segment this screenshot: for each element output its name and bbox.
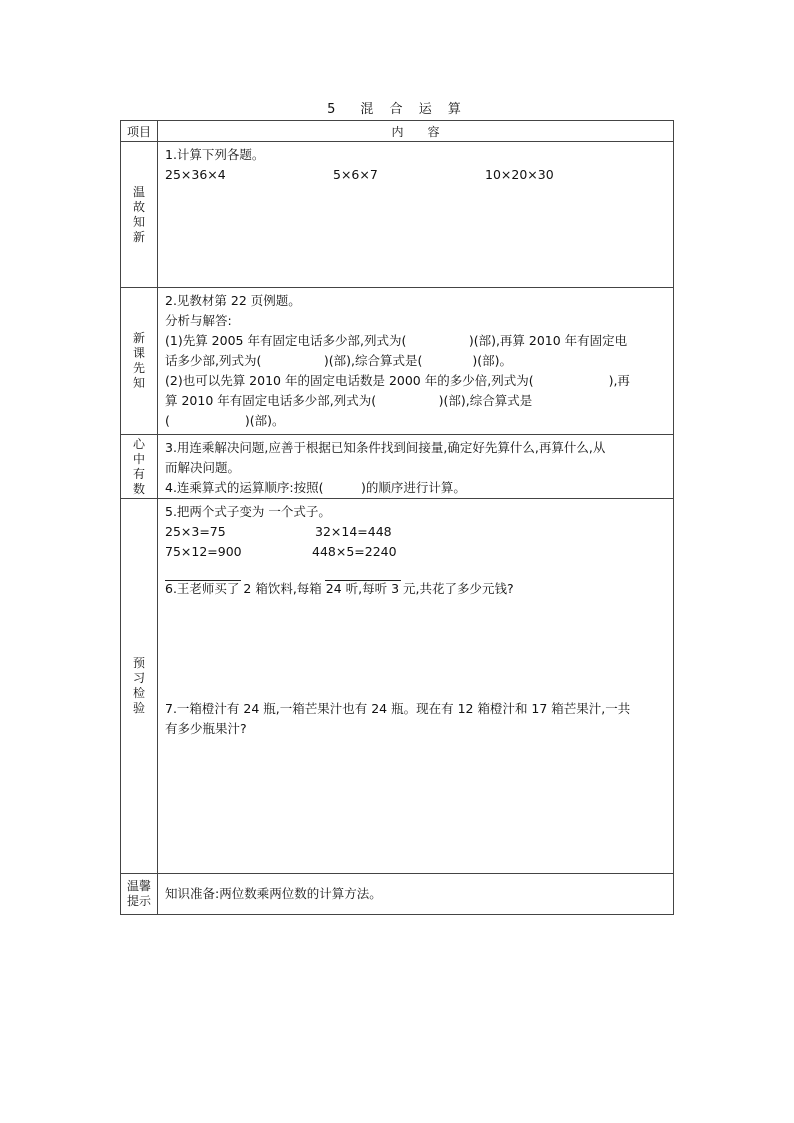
- text-line: 话多少部,列式为( )(部),综合算式是( )(部)。: [165, 353, 512, 368]
- question-1: 1.计算下列各题。: [165, 147, 265, 162]
- equation: 448×5=2240: [312, 544, 397, 559]
- section-label: 新课先知: [132, 331, 145, 390]
- question-5: 5.把两个式子变为 一个式子。: [165, 504, 331, 519]
- section-tips: [121, 874, 674, 915]
- calc-item: 5×6×7: [333, 167, 378, 182]
- section-key-points: [121, 435, 674, 499]
- section-review: [121, 142, 674, 288]
- calc-item: 25×36×4: [165, 167, 226, 182]
- equation: 75×12=900: [165, 544, 242, 559]
- question-7-line1: 7.一箱橙汁有 24 瓶,一箱芒果汁也有 24 瓶。现在有 12 箱橙汁和 17 箱芒果汁,一共: [165, 701, 631, 716]
- text-line: (2)也可以先算 2010 年的固定电话数是 2000 年的多少倍,列式为( ),再: [165, 373, 630, 388]
- section-label: 温故知新: [132, 184, 145, 244]
- equation: 32×14=448: [315, 524, 392, 539]
- text-line: ( )(部)。: [165, 413, 285, 428]
- text-line: 而解决问题。: [165, 460, 241, 475]
- section-new-lesson: [121, 288, 674, 435]
- header-item: 项目: [121, 121, 158, 142]
- answer-space[interactable]: [165, 599, 667, 699]
- equation: 25×3=75: [165, 524, 226, 539]
- text-line: 4.连乘算式的运算顺序:按照( )的顺序进行计算。: [165, 480, 466, 495]
- equation-row: [165, 542, 667, 562]
- section-label: 温馨提示: [126, 879, 151, 908]
- section-label: 预习检验: [132, 656, 145, 715]
- worksheet-table: [120, 120, 674, 915]
- page-title: 5 混 合 运 算: [327, 102, 467, 117]
- question-7-line2: 有多少瓶果汁?: [165, 721, 247, 736]
- tip-text: 知识准备:两位数乘两位数的计算方法。: [165, 886, 382, 901]
- calc-item: 10×20×30: [485, 167, 554, 182]
- question-6: 6.王老师买了 2 箱饮料,每箱 24 听,每听 3 元,共花了多少元钱?: [165, 581, 514, 596]
- answer-lines: [165, 566, 667, 579]
- text-line: 分析与解答:: [165, 313, 232, 328]
- text-line: 算 2010 年有固定电话多少部,列式为( )(部),综合算式是: [165, 393, 533, 408]
- calc-row: [165, 165, 667, 185]
- section-label: 心中有数: [132, 436, 145, 496]
- text-line: (1)先算 2005 年有固定电话多少部,列式为( )(部),再算 2010 年有固定电: [165, 333, 628, 348]
- section-preview-check: [121, 499, 674, 874]
- header-content: 内 容: [158, 121, 674, 142]
- text-line: 2.见教材第 22 页例题。: [165, 293, 301, 308]
- equation-row: [165, 522, 667, 542]
- text-line: 3.用连乘解决问题,应善于根据已知条件找到间接量,确定好先算什么,再算什么,从: [165, 440, 606, 455]
